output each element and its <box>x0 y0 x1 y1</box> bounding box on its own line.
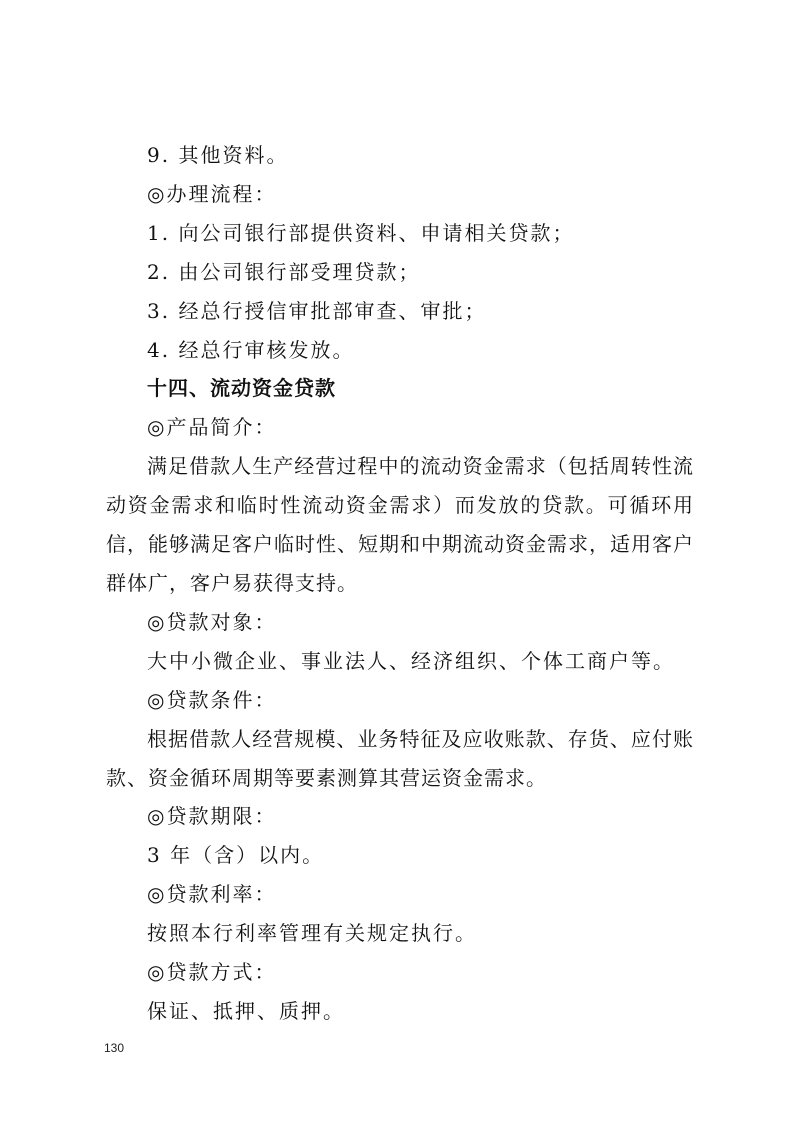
list-item-other-materials: 9. 其他资料。 <box>147 143 289 167</box>
process-step-1: 1. 向公司银行部提供资料、申请相关贷款； <box>147 220 575 245</box>
loan-target-text: 大中小微企业、事业法人、经济组织、个体工商户等。 <box>147 648 675 673</box>
section-label-loan-term: ◎贷款期限： <box>147 804 277 829</box>
section-label-product-intro: ◎产品简介： <box>147 415 277 440</box>
section-label-loan-target: ◎贷款对象： <box>147 609 277 634</box>
process-step-3: 3. 经总行授信审批部审查、审批； <box>147 298 487 323</box>
section-heading-working-capital-loan: 十四、流动资金贷款 <box>147 376 336 401</box>
process-step-2: 2. 由公司银行部受理贷款； <box>147 259 421 284</box>
product-intro-text: 满足借款人生产经营过程中的流动资金需求（包括周转性流动资金需求和临时性流动资金需求）而发放的贷款。可循环用信，能够满足客户临时性、短期和中期流动资金需求，适用客户群体广，客户易获得支持。 <box>106 454 694 595</box>
loan-rate-text: 按照本行利率管理有关规定执行。 <box>147 921 477 946</box>
section-label-loan-method: ◎贷款方式： <box>147 960 277 985</box>
page-body <box>106 136 694 1031</box>
section-label-loan-rate: ◎贷款利率： <box>147 882 277 907</box>
section-label-loan-conditions: ◎贷款条件： <box>147 687 277 712</box>
page-number: 130 <box>104 1041 125 1055</box>
process-step-4: 4. 经总行审核发放。 <box>147 337 355 362</box>
section-label-process: ◎办理流程： <box>147 181 277 206</box>
loan-term-text: 3 年（含）以内。 <box>147 843 325 868</box>
loan-method-text: 保证、抵押、质押。 <box>147 998 345 1023</box>
loan-conditions-text: 根据借款人经营规模、业务特征及应收账款、存货、应付账款、资金循环周期等要素测算其营运资金需求。 <box>106 726 694 790</box>
